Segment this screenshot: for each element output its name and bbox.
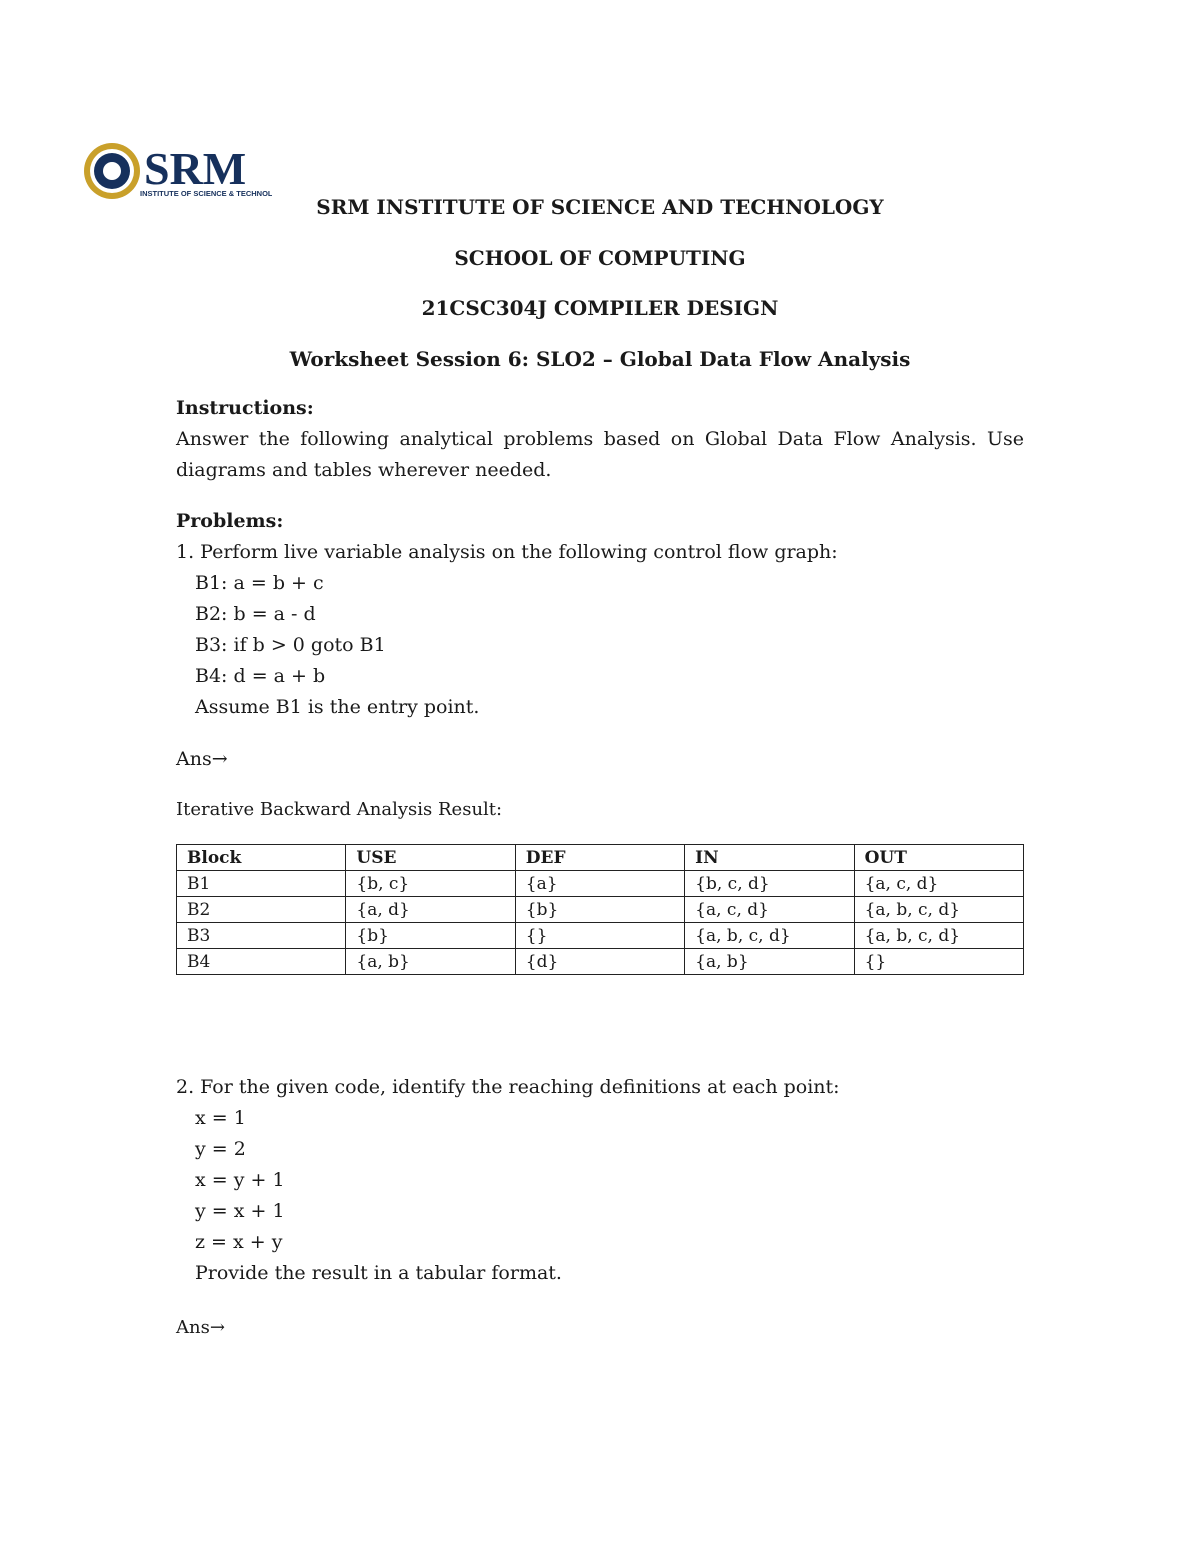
code-line: z = x + y: [195, 1231, 283, 1253]
instructions-heading: Instructions:: [176, 397, 314, 419]
table-cell: {a, b}: [685, 949, 854, 975]
table-cell: {a, c, d}: [854, 871, 1023, 897]
column-header: DEF: [515, 845, 684, 871]
code-line: B2: b = a - d: [195, 603, 316, 625]
table-cell: {a, b, c, d}: [854, 897, 1023, 923]
answer-label-1: Ans→: [176, 748, 228, 770]
code-line: y = 2: [195, 1138, 246, 1160]
table-cell: {}: [515, 923, 684, 949]
table-cell: B3: [177, 923, 346, 949]
table-row: [177, 949, 1024, 975]
problems-heading: Problems:: [176, 510, 284, 532]
problem-1-code: [195, 568, 479, 723]
table-cell: B4: [177, 949, 346, 975]
table-cell: {d}: [515, 949, 684, 975]
code-line: Assume B1 is the entry point.: [195, 696, 480, 718]
table-cell: {a}: [515, 871, 684, 897]
table-cell: B2: [177, 897, 346, 923]
table-cell: {}: [854, 949, 1023, 975]
table-cell: {b, c, d}: [685, 871, 854, 897]
table-cell: {b, c}: [346, 871, 515, 897]
column-header: IN: [685, 845, 854, 871]
table-cell: {b}: [346, 923, 515, 949]
code-line: x = 1: [195, 1107, 246, 1129]
problem-1-question: 1. Perform live variable analysis on the following control flow graph:: [176, 541, 838, 563]
answer-label-2: Ans→: [176, 1317, 225, 1338]
course-title: 21CSC304J COMPILER DESIGN: [421, 296, 779, 320]
table-cell: {a, c, d}: [685, 897, 854, 923]
code-line: B4: d = a + b: [195, 665, 326, 687]
srm-emblem-icon: [82, 140, 272, 202]
table-cell: {a, b, c, d}: [685, 923, 854, 949]
table-cell: {a, b, c, d}: [854, 923, 1023, 949]
table-cell: {a, d}: [346, 897, 515, 923]
table-cell: {a, b}: [346, 949, 515, 975]
live-variable-table: [176, 844, 1024, 975]
instructions-text: Answer the following analytical problems based on Global Data Flow Analysis. Use diagrams and tables wherever needed.: [176, 428, 1024, 481]
code-line: y = x + 1: [195, 1200, 285, 1222]
code-line: B1: a = b + c: [195, 572, 324, 594]
school-title: SCHOOL OF COMPUTING: [454, 246, 746, 270]
srm-logo: [82, 140, 272, 202]
institute-title: SRM INSTITUTE OF SCIENCE AND TECHNOLOGY: [316, 195, 884, 219]
column-header: OUT: [854, 845, 1023, 871]
column-header: Block: [177, 845, 346, 871]
table-cell: B1: [177, 871, 346, 897]
logo-tagline: INSTITUTE OF SCIENCE & TECHNOL: [140, 189, 272, 198]
code-line: x = y + 1: [195, 1169, 285, 1191]
table-row: [177, 897, 1024, 923]
table-cell: {b}: [515, 897, 684, 923]
result-title: Iterative Backward Analysis Result:: [176, 799, 503, 820]
code-line: B3: if b > 0 goto B1: [195, 634, 386, 656]
problem-2-code: [195, 1103, 562, 1289]
problem-2-question: 2. For the given code, identify the reaching definitions at each point:: [176, 1076, 840, 1098]
code-line: Provide the result in a tabular format.: [195, 1262, 562, 1284]
table-row: [177, 923, 1024, 949]
logo-wordmark: SRM: [144, 143, 247, 194]
column-header: USE: [346, 845, 515, 871]
table-header-row: [177, 845, 1024, 871]
table-row: [177, 871, 1024, 897]
worksheet-title: Worksheet Session 6: SLO2 – Global Data Flow Analysis: [289, 347, 911, 371]
